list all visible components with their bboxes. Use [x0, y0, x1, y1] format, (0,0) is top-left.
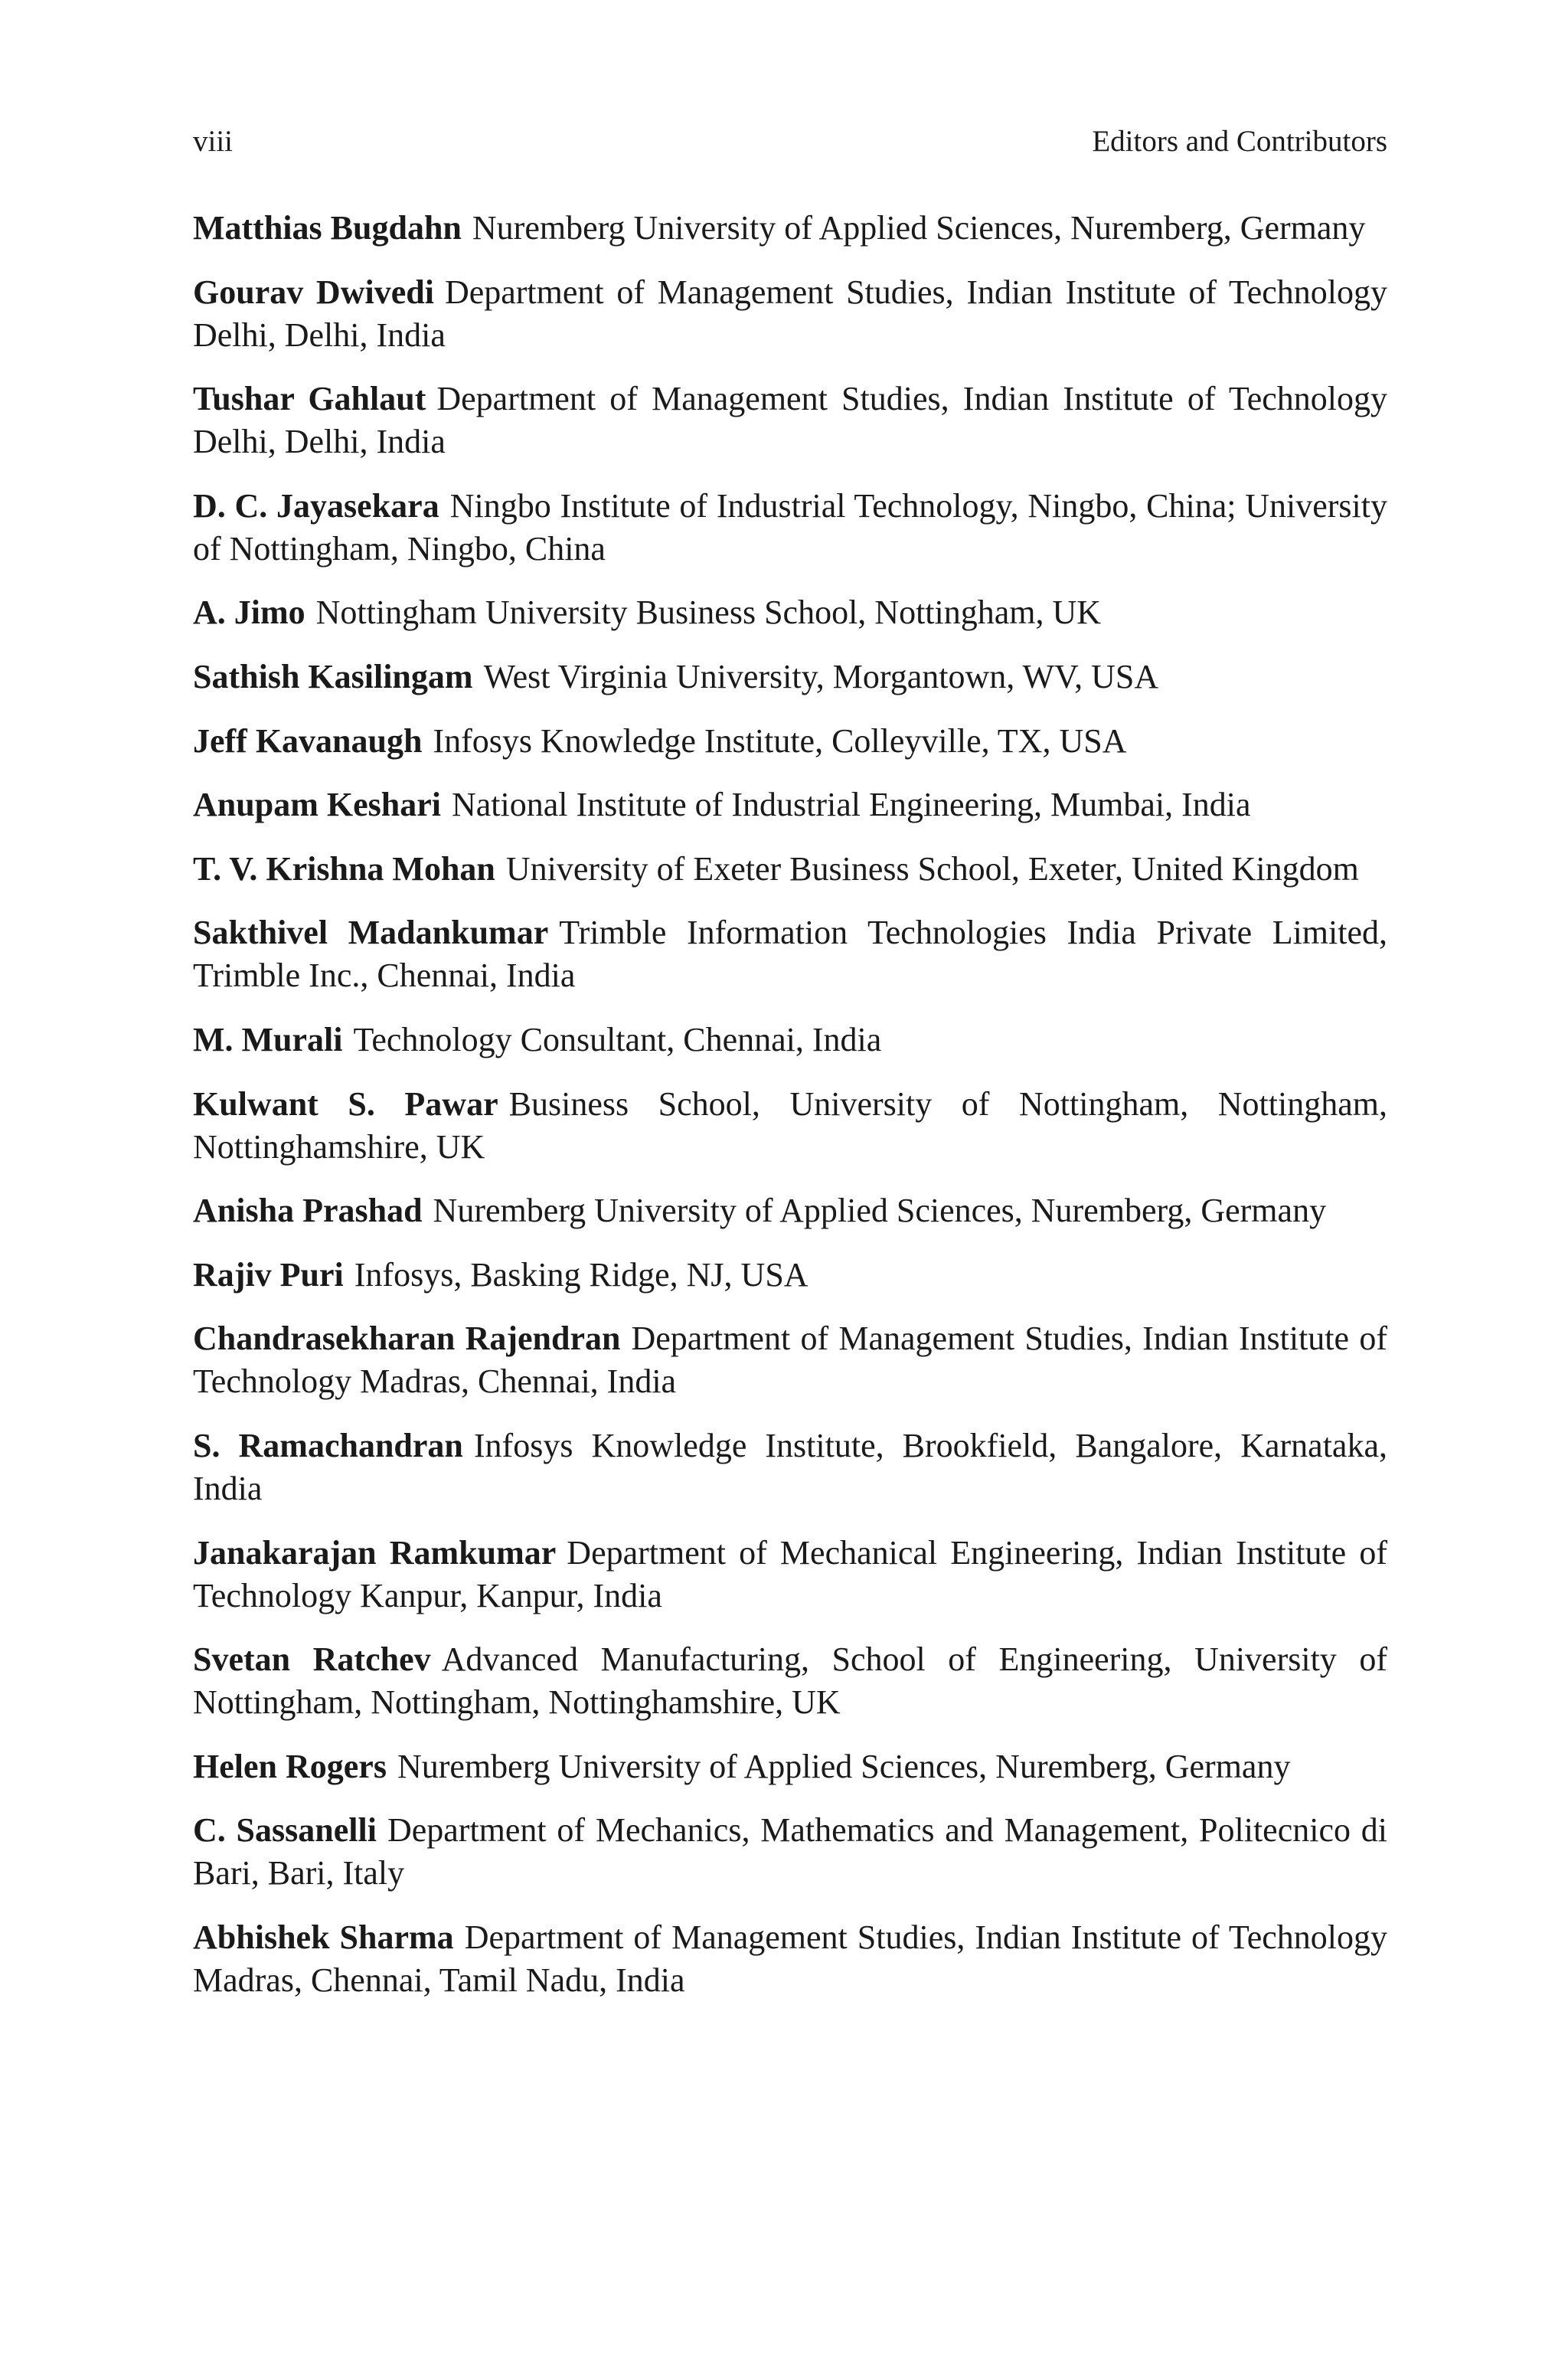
contributor-entry: [193, 1532, 1387, 1617]
contributor-affiliation: Nuremberg University of Applied Sciences, Nuremberg, Germany: [433, 1192, 1327, 1230]
contributor-name: Svetan Ratchev: [193, 1640, 431, 1679]
contributor-name: Rajiv Puri: [193, 1255, 344, 1294]
contributor-entry: [193, 591, 1387, 634]
contributor-name: D. C. Jayasekara: [193, 486, 439, 525]
contributor-name: Gourav Dwivedi: [193, 273, 434, 311]
contributor-affiliation: Nottingham University Business School, Nottingham, UK: [315, 594, 1102, 632]
page-number: viii: [193, 125, 234, 158]
contributor-affiliation: Department of Mechanical Engineering, Indian Institute of Technology Kanpur, Kanpur, India: [193, 1533, 1387, 1614]
contributor-entry: [193, 656, 1387, 698]
contributor-affiliation: Infosys Knowledge Institute, Brookfield, Bangalore, Karnataka, India: [193, 1426, 1387, 1507]
contributor-name: Janakarajan Ramkumar: [193, 1533, 557, 1572]
contributor-name: Sakthivel Madankumar: [193, 914, 549, 952]
contributor-name: Chandrasekharan Rajendran: [193, 1320, 621, 1358]
contributor-affiliation: Department of Management Studies, Indian Institute of Technology Madras, Chennai, Tamil Nadu, India: [193, 1918, 1387, 1999]
contributor-entry: [193, 720, 1387, 763]
contributor-affiliation: Department of Management Studies, Indian Institute of Technology Madras, Chennai, India: [193, 1320, 1387, 1401]
contributor-entry: [193, 1317, 1387, 1403]
contributor-name: S. Ramachandran: [193, 1426, 463, 1464]
running-head-title: Editors and Contributors: [1092, 125, 1387, 158]
contributor-affiliation: Department of Management Studies, Indian Institute of Technology Delhi, Delhi, India: [193, 273, 1387, 354]
contributor-affiliation: Department of Management Studies, Indian Institute of Technology Delhi, Delhi, India: [193, 380, 1387, 461]
contributor-entry: [193, 783, 1387, 826]
contributor-name: Kulwant S. Pawar: [193, 1084, 498, 1123]
contributor-entry: [193, 1254, 1387, 1297]
contributor-affiliation: Trimble Information Technologies India Private Limited, Trimble Inc., Chennai, India: [193, 914, 1388, 995]
contributor-name: M. Murali: [193, 1020, 343, 1058]
contributor-name: Helen Rogers: [193, 1747, 387, 1785]
contributor-affiliation: Business School, University of Nottingham, Nottingham, Nottinghamshire, UK: [193, 1084, 1387, 1166]
contributor-list: [193, 207, 1387, 2023]
contributor-entry: [193, 1019, 1387, 1061]
contributor-entry: [193, 911, 1387, 997]
contributor-name: Anupam Keshari: [193, 786, 441, 824]
contributor-affiliation: Ningbo Institute of Industrial Technology, Ningbo, China; University of Nottingham, Ningbo, China: [193, 486, 1387, 568]
contributor-affiliation: University of Exeter Business School, Exeter, United Kingdom: [505, 849, 1359, 888]
contributor-entry: [193, 1745, 1387, 1788]
contributor-name: C. Sassanelli: [193, 1811, 377, 1850]
contributor-name: Sathish Kasilingam: [193, 657, 473, 695]
contributor-name: Abhishek Sharma: [193, 1918, 454, 1956]
contributor-entry: [193, 1638, 1387, 1724]
contributor-entry: [193, 1425, 1387, 1510]
contributor-entry: [193, 207, 1387, 250]
contributor-affiliation: West Virginia University, Morgantown, WV, USA: [483, 657, 1159, 695]
running-head: [193, 123, 1387, 161]
contributor-name: T. V. Krishna Mohan: [193, 849, 495, 888]
contributor-name: A. Jimo: [193, 594, 305, 632]
contributor-name: Anisha Prashad: [193, 1192, 423, 1230]
contributor-entry: [193, 848, 1387, 891]
contributor-affiliation: Department of Mechanics, Mathematics and Management, Politecnico di Bari, Bari, Italy: [193, 1811, 1387, 1892]
contributor-entry: [193, 378, 1387, 463]
contributor-entry: [193, 1189, 1387, 1232]
contributor-affiliation: National Institute of Industrial Engineering, Mumbai, India: [451, 786, 1251, 824]
contributor-affiliation: Infosys Knowledge Institute, Colleyville, TX, USA: [433, 721, 1127, 760]
contributor-affiliation: Advanced Manufacturing, School of Engineering, University of Nottingham, Nottingham, Nottinghamshire, UK: [193, 1640, 1387, 1722]
contributor-affiliation: Infosys, Basking Ridge, NJ, USA: [354, 1255, 808, 1294]
contributor-entry: [193, 485, 1387, 571]
contributor-entry: [193, 1809, 1387, 1895]
contributor-affiliation: Nuremberg University of Applied Sciences, Nuremberg, Germany: [397, 1747, 1291, 1785]
contributor-entry: [193, 1083, 1387, 1169]
contributor-entry: [193, 1916, 1387, 2002]
contributor-name: Tushar Gahlaut: [193, 380, 426, 418]
contributor-entry: [193, 271, 1387, 357]
contributor-name: Matthias Bugdahn: [193, 209, 462, 247]
contributor-affiliation: Nuremberg University of Applied Sciences, Nuremberg, Germany: [472, 209, 1366, 247]
contributor-affiliation: Technology Consultant, Chennai, India: [353, 1020, 882, 1058]
contributor-name: Jeff Kavanaugh: [193, 721, 423, 760]
